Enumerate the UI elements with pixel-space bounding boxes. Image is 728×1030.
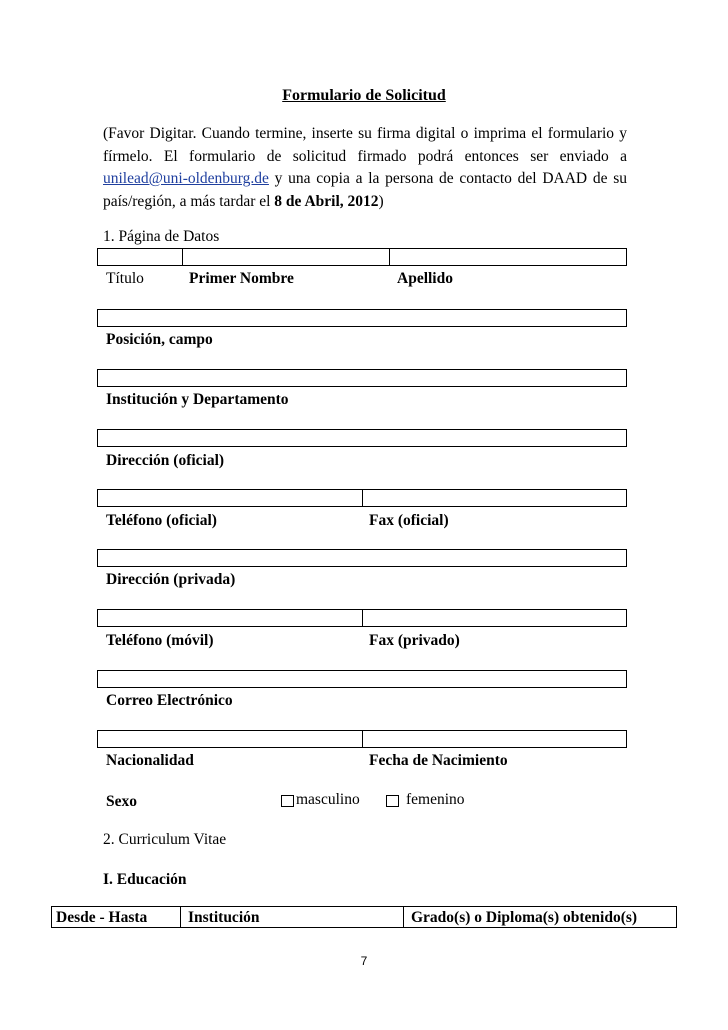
name-fields-row[interactable] [97,248,627,266]
field-divider [182,249,183,265]
label-nacionalidad: Nacionalidad [106,752,194,769]
label-primer-nombre: Primer Nombre [189,270,294,287]
subsection-education: I. Educación [103,871,187,888]
position-field[interactable] [97,309,627,327]
email-link[interactable]: unilead@uni-oldenburg.de [103,170,269,187]
form-title: Formulario de Solicitud [282,87,446,104]
field-divider [362,610,363,626]
header-institucion: Institución [188,909,260,926]
field-divider [362,490,363,506]
email-field[interactable] [97,670,627,688]
field-divider [362,731,363,747]
table-column-divider [403,907,404,927]
header-desde-hasta: Desde - Hasta [56,909,148,926]
mobile-phone-fax-row[interactable] [97,609,627,627]
label-telefono-oficial: Teléfono (oficial) [106,512,217,529]
instructions-paragraph [103,123,627,213]
section-curriculum: 2. Curriculum Vitae [103,831,227,848]
intro-text-3: ) [378,192,384,210]
label-titulo: Título [106,270,144,287]
nationality-birthdate-row[interactable] [97,730,627,748]
table-column-divider [180,907,181,927]
male-checkbox[interactable] [281,795,294,807]
section-personal-data: 1. Página de Datos [103,228,220,245]
official-phone-fax-row[interactable] [97,489,627,507]
label-direccion-oficial: Dirección (oficial) [106,452,225,469]
label-fecha-nacimiento: Fecha de Nacimiento [369,752,508,769]
deadline-text: 8 de Abril, 2012 [274,192,379,210]
label-apellido: Apellido [397,270,453,287]
private-address-field[interactable] [97,549,627,567]
header-grado: Grado(s) o Diploma(s) obtenido(s) [411,909,638,926]
intro-text-1: (Favor Digitar. Cuando termine, inserte su firma digital o imprima el formulario y fírmelo. El formulario de solicitud firmado podrá entonces ser enviado a [103,125,627,165]
label-telefono-movil: Teléfono (móvil) [106,632,214,649]
label-fax-oficial: Fax (oficial) [369,512,449,529]
female-checkbox[interactable] [386,795,399,807]
label-posicion: Posición, campo [106,331,213,348]
option-femenino: femenino [406,791,465,808]
label-sexo: Sexo [106,793,137,810]
label-fax-privado: Fax (privado) [369,632,460,649]
institution-field[interactable] [97,369,627,387]
option-masculino: masculino [296,791,360,808]
label-correo: Correo Electrónico [106,692,233,709]
intro-text-2: y una copia a la persona de contacto del DAAD de su país/región, a más tardar el [103,170,627,210]
page-number: 7 [360,954,368,968]
education-table-header [51,906,677,928]
field-divider [389,249,390,265]
label-direccion-privada: Dirección (privada) [106,571,236,588]
official-address-field[interactable] [97,429,627,447]
label-institucion: Institución y Departamento [106,391,289,408]
